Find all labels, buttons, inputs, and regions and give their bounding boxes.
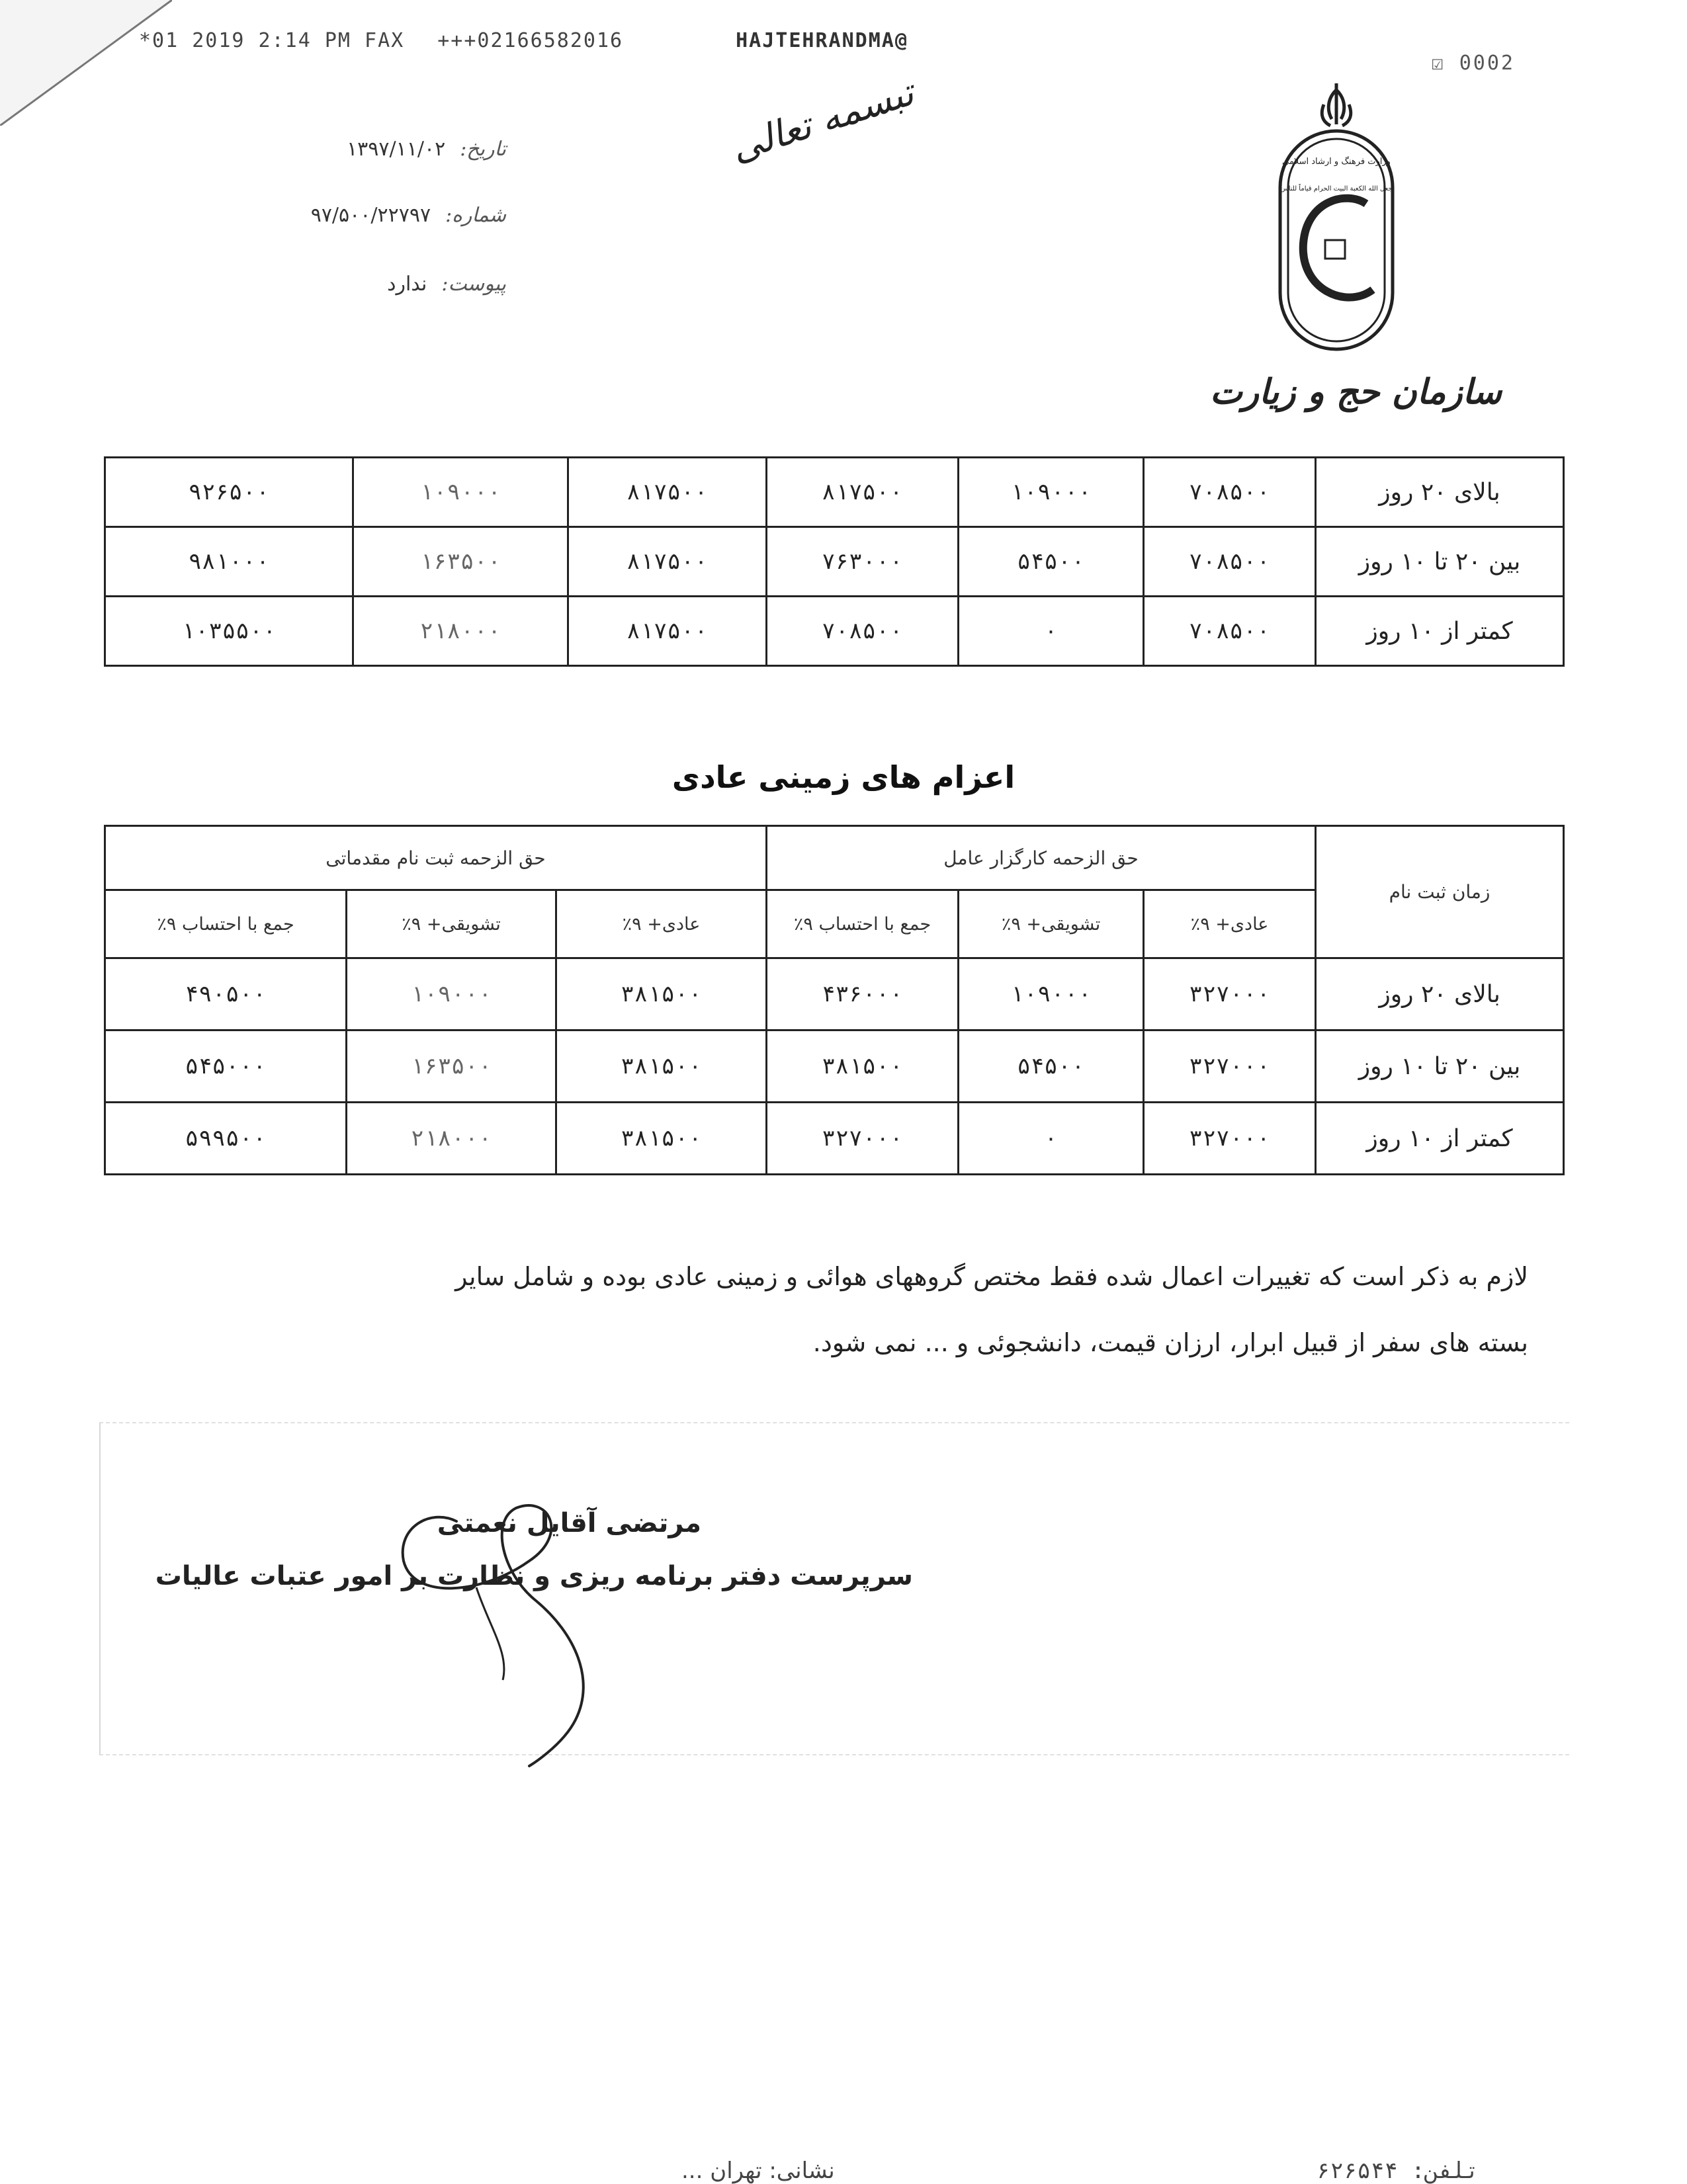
fax-number: +++02166582016 — [437, 29, 624, 52]
sub-header: تشویقی+ ۹٪ — [347, 890, 556, 958]
table-cell: ۰ — [959, 1103, 1144, 1175]
table-cell: ۳۲۷۰۰۰ — [1144, 1030, 1316, 1103]
row-label: کمتر از ۱۰ روز — [1316, 597, 1564, 666]
ground-fees-table — [104, 825, 1565, 1175]
reg-time-header: زمان ثبت نام — [1316, 826, 1564, 958]
sub-header: جمع با احتساب ۹٪ — [105, 890, 347, 958]
table-cell: ۵۴۵۰۰ — [959, 527, 1144, 597]
note-line-2: بسته های سفر از قبیل ابرار، ارزان قیمت، دانشجوئی و ... نمی شود. — [812, 1328, 1528, 1357]
table-cell: ۳۸۱۵۰۰ — [556, 958, 767, 1030]
table-cell: ۵۴۵۰۰ — [959, 1030, 1144, 1103]
table-row — [105, 458, 1564, 527]
sub-header: تشویقی+ ۹٪ — [959, 890, 1144, 958]
signatory-title: سرپرست دفتر برنامه ریزی و نظارت بر امور عتبات عالیات — [155, 1561, 913, 1591]
prereg-fee-header: حق الزحمه ثبت نام مقدماتی — [105, 826, 767, 890]
attachment-label: پیوست: — [441, 273, 506, 296]
table-cell: ۴۳۶۰۰۰ — [767, 958, 959, 1030]
table-cell: ۷۰۸۵۰۰ — [767, 597, 959, 666]
table-cell: ۸۱۷۵۰۰ — [568, 527, 767, 597]
sub-header: عادی+ ۹٪ — [1144, 890, 1316, 958]
table-row — [105, 1103, 1564, 1175]
fax-sender: HAJTEHRANDMA@ — [736, 29, 908, 52]
air-fees-table — [104, 456, 1565, 667]
table-row — [105, 958, 1564, 1030]
table-cell: ۱۶۳۵۰۰ — [353, 527, 568, 597]
table-cell: ۱۰۹۰۰۰ — [353, 458, 568, 527]
table-cell: ۱۰۳۵۵۰۰ — [105, 597, 353, 666]
row-label: بین ۲۰ تا ۱۰ روز — [1316, 527, 1564, 597]
hajj-organization-logo — [1267, 78, 1406, 356]
table-cell: ۹۸۱۰۰۰ — [105, 527, 353, 597]
fax-header — [139, 29, 908, 52]
table-cell: ۱۶۳۵۰۰ — [347, 1030, 556, 1103]
table-cell: ۹۲۶۵۰۰ — [105, 458, 353, 527]
table-row — [105, 597, 1564, 666]
table-cell: ۷۶۳۰۰۰ — [767, 527, 959, 597]
table-cell: ۷۰۸۵۰۰ — [1144, 527, 1316, 597]
row-label: بالای ۲۰ روز — [1316, 458, 1564, 527]
table-cell: ۱۰۹۰۰۰ — [959, 958, 1144, 1030]
table-cell: ۸۱۷۵۰۰ — [767, 458, 959, 527]
table-cell: ۵۹۹۵۰۰ — [105, 1103, 347, 1175]
table-cell: ۳۸۱۵۰۰ — [556, 1103, 767, 1175]
table-cell: ۱۰۹۰۰۰ — [347, 958, 556, 1030]
table-cell: ۳۲۷۰۰۰ — [1144, 958, 1316, 1030]
organization-name: سازمان حج و زیارت — [1209, 372, 1502, 412]
table-row — [105, 1030, 1564, 1103]
footer-address: نشانی: تهران ... — [681, 2158, 835, 2184]
table-row — [105, 527, 1564, 597]
table-cell: ۳۲۷۰۰۰ — [1144, 1103, 1316, 1175]
table-cell: ۷۰۸۵۰۰ — [1144, 597, 1316, 666]
tabarok-heading: تبسمه تعالی — [725, 71, 920, 171]
table-cell: ۳۸۱۵۰۰ — [767, 1030, 959, 1103]
table-cell: ۵۴۵۰۰۰ — [105, 1030, 347, 1103]
logo-text-1: وزارت فرهنگ و ارشاد اسلامی — [1282, 157, 1391, 167]
table-cell: ۴۹۰۵۰۰ — [105, 958, 347, 1030]
table-cell: ۲۱۸۰۰۰ — [347, 1103, 556, 1175]
folded-corner — [0, 0, 172, 126]
note-paragraph — [172, 1243, 1528, 1376]
date-label: تاریخ: — [460, 138, 506, 161]
signatory-name: مرتضی آقایل نعمتی — [437, 1508, 701, 1538]
number-value: ۹۷/۵۰۰/۲۲۷۹۷ — [310, 204, 431, 227]
table-cell: ۷۰۸۵۰۰ — [1144, 458, 1316, 527]
date-line — [347, 138, 506, 161]
note-line-1: لازم به ذکر است که تغییرات اعمال شده فقط مختص گروههای هوائی و زمینی عادی بوده و شامل سایر — [455, 1262, 1528, 1291]
date-value: ۱۳۹۷/۱۱/۰۲ — [347, 138, 446, 161]
table-cell: ۲۱۸۰۰۰ — [353, 597, 568, 666]
sub-header: عادی+ ۹٪ — [556, 890, 767, 958]
agent-fee-header: حق الزحمه کارگزار عامل — [767, 826, 1316, 890]
fax-page-value: 0002 — [1459, 52, 1515, 75]
attachment-value: ندارد — [387, 273, 427, 296]
number-line — [311, 204, 506, 227]
row-label: بالای ۲۰ روز — [1316, 958, 1564, 1030]
logo-text-2: جعل الله الکعبة البیت الحرام قیاماً للناس — [1280, 185, 1393, 192]
row-label: بین ۲۰ تا ۱۰ روز — [1316, 1030, 1564, 1103]
row-label: کمتر از ۱۰ روز — [1316, 1103, 1564, 1175]
footer-phone: تلفن: ۶۲۶۵۴۴ — [1317, 2158, 1479, 2184]
table-cell: ۸۱۷۵۰۰ — [568, 597, 767, 666]
handwritten-signature — [377, 1482, 708, 1786]
ground-table-title: اعزام های زمینی عادی — [671, 759, 1016, 795]
table-cell: ۰ — [959, 597, 1144, 666]
sub-header: جمع با احتساب ۹٪ — [767, 890, 959, 958]
fax-datetime: *01 2019 2:14 PM FAX — [139, 29, 405, 52]
table-cell: ۳۲۷۰۰۰ — [767, 1103, 959, 1175]
attachment-line — [387, 273, 506, 296]
fax-page-number: ☑ 0002 — [1431, 52, 1515, 75]
table-cell: ۸۱۷۵۰۰ — [568, 458, 767, 527]
table-cell: ۳۸۱۵۰۰ — [556, 1030, 767, 1103]
table-cell: ۱۰۹۰۰۰ — [959, 458, 1144, 527]
number-label: شماره: — [445, 204, 506, 227]
